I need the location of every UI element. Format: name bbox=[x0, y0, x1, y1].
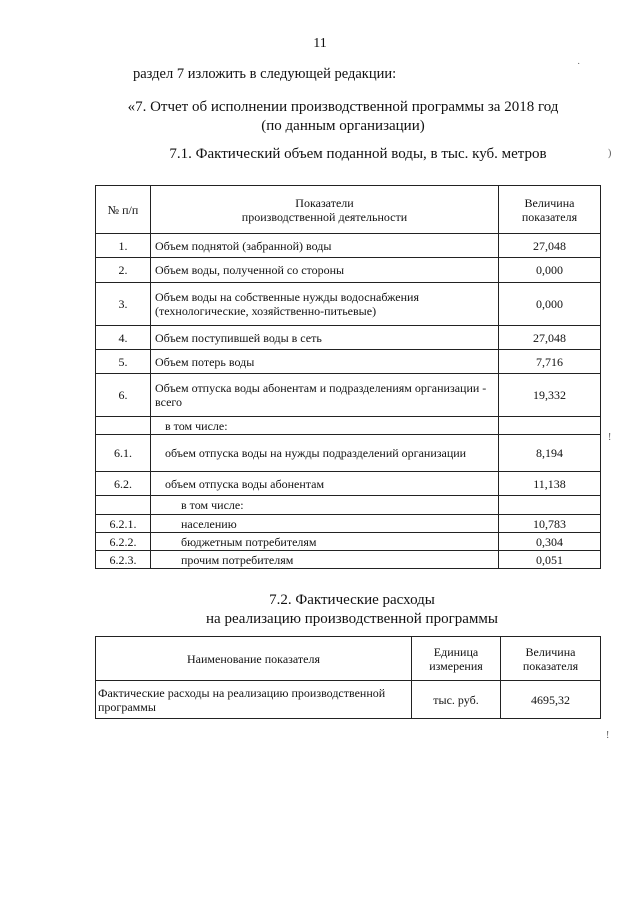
table-row bbox=[96, 350, 601, 374]
table-row bbox=[96, 533, 601, 551]
section-title bbox=[0, 98, 640, 136]
scan-mark: ˙ bbox=[577, 62, 581, 73]
row-value: 0,000 bbox=[499, 283, 601, 326]
header-value-line2: показателя bbox=[522, 658, 579, 673]
water-volume-table bbox=[95, 185, 601, 569]
table-row bbox=[96, 326, 601, 350]
table-row bbox=[96, 515, 601, 533]
row-name: в том числе: bbox=[151, 417, 499, 435]
row-name: Фактические расходы на реализацию производственной программы bbox=[96, 681, 412, 719]
row-name: бюджетным потребителям bbox=[151, 533, 499, 551]
row-num bbox=[96, 496, 151, 515]
row-value bbox=[499, 417, 601, 435]
row-name: Объем потерь воды bbox=[151, 350, 499, 374]
row-value: 7,716 bbox=[499, 350, 601, 374]
header-indicator-name: Наименование показателя bbox=[96, 637, 412, 681]
header-value bbox=[499, 186, 601, 234]
table-row bbox=[96, 496, 601, 515]
header-num: № п/п bbox=[96, 186, 151, 234]
row-num: 6.2.2. bbox=[96, 533, 151, 551]
table-row bbox=[96, 551, 601, 569]
table-row bbox=[96, 374, 601, 417]
row-value: 19,332 bbox=[499, 374, 601, 417]
table-header-row bbox=[96, 637, 601, 681]
row-name: населению bbox=[151, 515, 499, 533]
table-row bbox=[96, 681, 601, 719]
header-value-line1: Величина bbox=[525, 644, 576, 659]
row-num: 6.2. bbox=[96, 472, 151, 496]
scan-mark: ) bbox=[608, 148, 612, 159]
row-num: 6.1. bbox=[96, 435, 151, 472]
row-name: в том числе: bbox=[151, 496, 499, 515]
row-num: 2. bbox=[96, 258, 151, 283]
row-value bbox=[499, 496, 601, 515]
row-name: объем отпуска воды абонентам bbox=[151, 472, 499, 496]
row-unit: тыс. руб. bbox=[412, 681, 501, 719]
header-value bbox=[501, 637, 601, 681]
header-indicator-line2: производственной деятельности bbox=[241, 209, 408, 224]
row-num bbox=[96, 417, 151, 435]
row-num: 3. bbox=[96, 283, 151, 326]
expenses-table bbox=[95, 636, 601, 719]
table-header-row bbox=[96, 186, 601, 234]
table-row bbox=[96, 435, 601, 472]
row-name: прочим потребителям bbox=[151, 551, 499, 569]
section-title-line1: «7. Отчет об исполнении производственной программы за 2018 год bbox=[127, 99, 559, 115]
row-num: 6.2.3. bbox=[96, 551, 151, 569]
row-value: 0,304 bbox=[499, 533, 601, 551]
row-value: 11,138 bbox=[499, 472, 601, 496]
row-num: 1. bbox=[96, 234, 151, 258]
table-row bbox=[96, 234, 601, 258]
row-name: объем отпуска воды на нужды подразделений организации bbox=[151, 435, 499, 472]
scan-mark: ! bbox=[606, 730, 610, 741]
header-value-line2: показателя bbox=[521, 209, 578, 224]
row-num: 5. bbox=[96, 350, 151, 374]
section-title-line2: (по данным организации) bbox=[261, 118, 425, 134]
row-value: 0,051 bbox=[499, 551, 601, 569]
row-name: Объем отпуска воды абонентам и подразделениям организации - всего bbox=[151, 374, 499, 417]
subsection-1-title: 7.1. Фактический объем поданной воды, в тыс. куб. метров bbox=[169, 146, 547, 162]
subsection-2-title-line1: 7.2. Фактические расходы bbox=[269, 592, 435, 608]
table-row bbox=[96, 283, 601, 326]
row-value: 8,194 bbox=[499, 435, 601, 472]
table-row bbox=[96, 258, 601, 283]
header-indicator bbox=[151, 186, 499, 234]
intro-text: раздел 7 изложить в следующей редакции: bbox=[133, 66, 397, 82]
header-value-line1: Величина bbox=[524, 195, 575, 210]
header-unit-line2: измерения bbox=[429, 658, 483, 673]
row-num: 4. bbox=[96, 326, 151, 350]
subsection-2-title-line2: на реализацию производственной программы bbox=[206, 611, 498, 627]
row-value: 4695,32 bbox=[501, 681, 601, 719]
table-row bbox=[96, 417, 601, 435]
table-row bbox=[96, 472, 601, 496]
header-unit-line1: Единица bbox=[433, 644, 479, 659]
row-name: Объем воды на собственные нужды водоснабжения (технологические, хозяйственно-питьевые) bbox=[151, 283, 499, 326]
row-value: 10,783 bbox=[499, 515, 601, 533]
header-unit bbox=[412, 637, 501, 681]
row-name: Объем воды, полученной со стороны bbox=[151, 258, 499, 283]
scan-mark: ! bbox=[608, 432, 612, 443]
row-value: 0,000 bbox=[499, 258, 601, 283]
row-value: 27,048 bbox=[499, 234, 601, 258]
row-name: Объем поступившей воды в сеть bbox=[151, 326, 499, 350]
subsection-2-title bbox=[0, 591, 640, 629]
row-num: 6. bbox=[96, 374, 151, 417]
header-indicator-line1: Показатели bbox=[295, 195, 354, 210]
page-number: 11 bbox=[313, 36, 327, 51]
row-value: 27,048 bbox=[499, 326, 601, 350]
row-name: Объем поднятой (забранной) воды bbox=[151, 234, 499, 258]
row-num: 6.2.1. bbox=[96, 515, 151, 533]
